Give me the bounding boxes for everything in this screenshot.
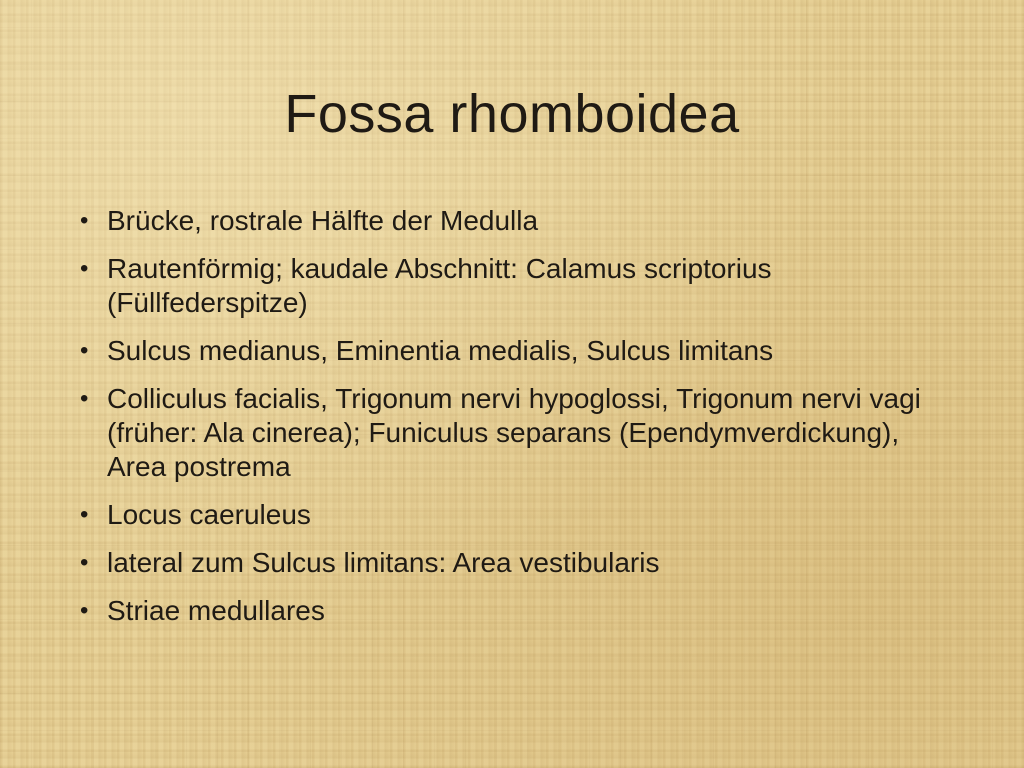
bullet-list <box>80 204 960 642</box>
bullet-text: Locus caeruleus <box>107 499 311 530</box>
bullet-text: lateral zum Sulcus limitans: Area vestibularis <box>107 547 660 578</box>
bullet-icon: • <box>80 337 89 364</box>
bullet-icon: • <box>80 207 89 234</box>
bullet-icon: • <box>80 501 89 528</box>
bullet-icon: • <box>80 385 89 412</box>
bullet-item <box>80 252 960 320</box>
bullet-text: Sulcus medianus, Eminentia medialis, Sulcus limitans <box>107 335 774 366</box>
bullet-item <box>80 334 960 368</box>
bullet-icon: • <box>80 597 89 624</box>
bullet-item <box>80 594 960 628</box>
bullet-text: Striae medullares <box>107 595 325 626</box>
bullet-text: Brücke, rostrale Hälfte der Medulla <box>107 205 539 236</box>
bullet-item <box>80 498 960 532</box>
bullet-item <box>80 546 960 580</box>
bullet-icon: • <box>80 549 89 576</box>
bullet-text: Colliculus facialis, Trigonum nervi hypoglossi, Trigonum nervi vagi (früher: Ala cinerea); Funiculus separans (Ependymverdickung), Area postrema <box>107 383 921 482</box>
slide-title: Fossa rhomboidea <box>284 84 740 144</box>
bullet-item <box>80 382 960 484</box>
bullet-item <box>80 204 960 238</box>
bullet-text: Rautenförmig; kaudale Abschnitt: Calamus scriptorius (Füllfederspitze) <box>107 253 772 318</box>
bullet-icon: • <box>80 255 89 282</box>
